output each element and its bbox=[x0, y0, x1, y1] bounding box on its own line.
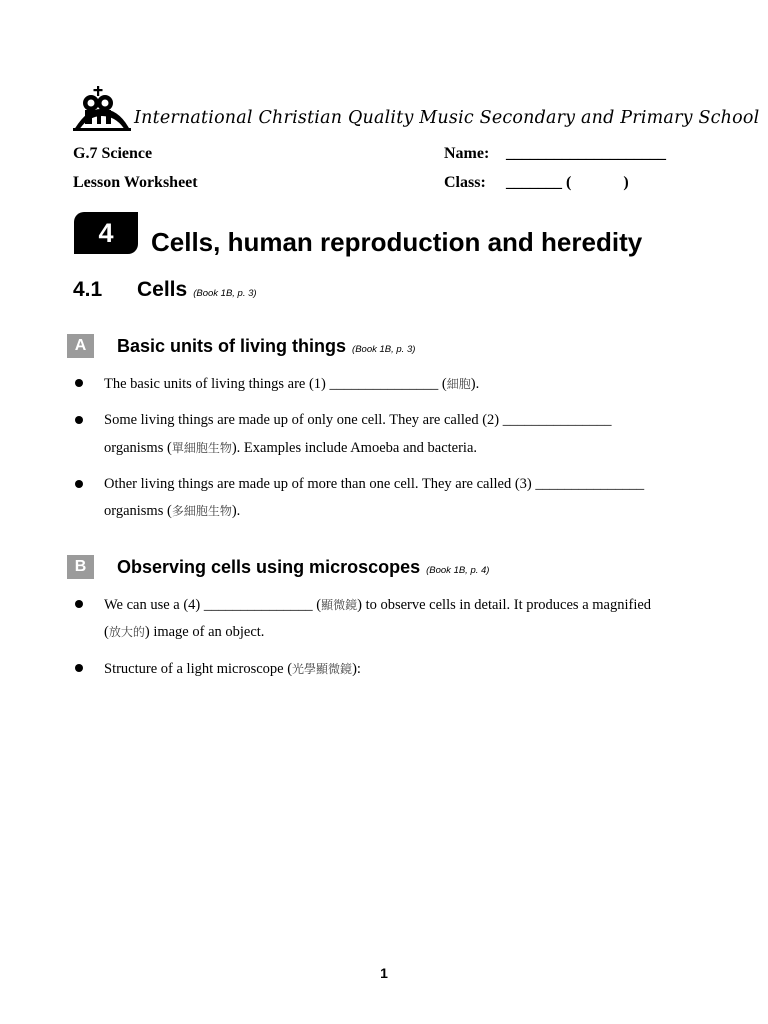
list-item: We can use a (4) _______________ (顯微鏡) to observe cells in detail. It produces a magnified bbox=[104, 597, 652, 613]
subject-label: G.7 Science bbox=[73, 145, 153, 162]
section-heading bbox=[137, 278, 257, 302]
school-name: International Christian Quality Music Secondary and Primary School bbox=[134, 108, 760, 128]
bullet-dot bbox=[75, 480, 83, 488]
bullet-dot bbox=[75, 379, 83, 387]
list-item: Some living things are made up of only one cell. They are called (2) _______________ bbox=[104, 412, 612, 428]
class-blank[interactable]: _______ ( ) bbox=[506, 174, 629, 191]
list-item-continuation: organisms (多細胞生物). bbox=[104, 503, 241, 519]
subsection-a-badge bbox=[67, 334, 94, 358]
list-item: Other living things are made up of more than one cell. They are called (3) _______________ bbox=[104, 476, 645, 492]
subsection-b-letter: B bbox=[74, 558, 87, 575]
subsection-b-badge bbox=[67, 555, 94, 579]
list-item: Structure of a light microscope (光學顯微鏡): bbox=[104, 661, 361, 677]
subsection-b-heading bbox=[117, 557, 489, 578]
subsection-b-reference: (Book 1B, p. 4) bbox=[426, 565, 490, 576]
chapter-title: Cells, human reproduction and heredity bbox=[151, 227, 643, 257]
name-label: Name: bbox=[444, 145, 490, 162]
list-item-continuation: organisms (單細胞生物). Examples include Amoeba and bacteria. bbox=[104, 440, 478, 456]
subsection-a-letter: A bbox=[74, 337, 87, 354]
class-label: Class: bbox=[444, 174, 486, 191]
subsection-a-heading bbox=[117, 336, 415, 357]
chapter-number: 4 bbox=[98, 217, 114, 248]
subsection-a-reference: (Book 1B, p. 3) bbox=[352, 344, 416, 355]
section-number: 4.1 bbox=[73, 278, 103, 301]
bullet-dot bbox=[75, 600, 83, 608]
bullet-dot bbox=[75, 416, 83, 424]
section-reference: (Book 1B, p. 3) bbox=[193, 288, 257, 299]
subsection-b-title: Observing cells using microscopes bbox=[117, 557, 421, 577]
worksheet-type: Lesson Worksheet bbox=[73, 174, 198, 191]
name-blank[interactable]: ____________________ bbox=[506, 145, 666, 162]
subsection-a-title: Basic units of living things bbox=[117, 336, 347, 356]
page-number: 1 bbox=[380, 965, 388, 981]
list-item: The basic units of living things are (1) _______________ (細胞). bbox=[104, 376, 480, 392]
bullet-dot bbox=[75, 664, 83, 672]
school-logo bbox=[73, 86, 131, 132]
list-item-continuation: (放大的) image of an object. bbox=[104, 624, 265, 640]
section-title: Cells bbox=[137, 278, 188, 301]
chapter-number-badge bbox=[74, 212, 138, 254]
